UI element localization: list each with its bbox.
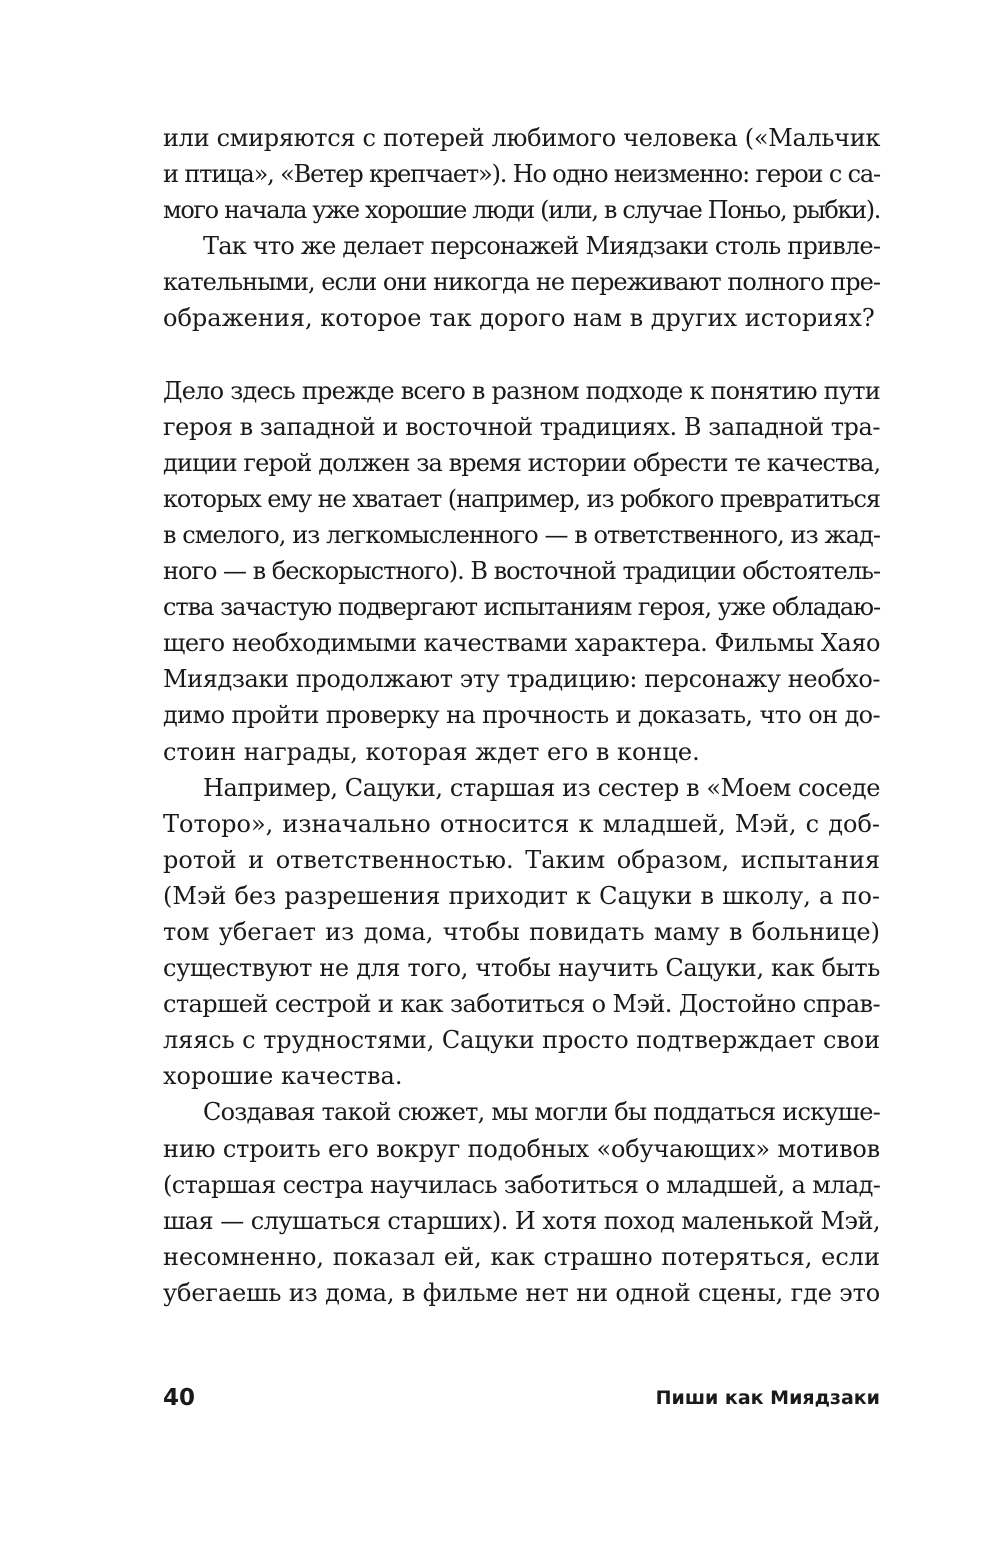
text-line: героя в западной и восточной традициях. В западной тра- <box>163 412 880 441</box>
text-line: ображения, которое так дорого нам в других историях? <box>163 304 875 333</box>
text-line: шая — слушаться старших). И хотя поход маленькой Мэй, <box>163 1206 880 1235</box>
page-footer <box>163 1385 880 1417</box>
text-line: ляясь с трудностями, Сацуки просто подтверждает свои <box>163 1026 881 1055</box>
section-break <box>163 337 880 373</box>
text-line: существуют не для того, чтобы научить Сацуки, как быть <box>163 954 880 983</box>
text-line: димо пройти проверку на прочность и доказать, что он до- <box>163 701 880 730</box>
body-text <box>163 120 880 1311</box>
paragraph-4 <box>163 770 880 1095</box>
text-line: кательными, если они никогда не переживают полного пре- <box>163 268 880 297</box>
page-number: 40 <box>163 1385 196 1411</box>
text-line: щего необходимыми качествами характера. Фильмы Хаяо <box>163 629 880 658</box>
text-line: Миядзаки продолжают эту традицию: персонажу необхо- <box>163 665 881 694</box>
text-line: мого начала уже хорошие люди (или, в случае Поньо, рыбки). <box>163 196 881 225</box>
text-line: диции герой должен за время истории обрести те качества, <box>163 448 881 477</box>
text-line: Дело здесь прежде всего в разном подходе к понятию пути <box>163 376 880 405</box>
text-line: стоин награды, которая ждет его в конце. <box>163 737 700 766</box>
text-line: убегаешь из дома, в фильме нет ни одной сцены, где это <box>163 1278 881 1307</box>
text-line: в смелого, из легкомысленного — в ответственного, из жад- <box>163 520 880 549</box>
text-line: нию строить его вокруг подобных «обучающих» мотивов <box>163 1134 881 1163</box>
paragraph-3 <box>163 373 880 770</box>
text-line: которых ему не хватает (например, из робкого превратиться <box>163 484 880 513</box>
text-line: старшей сестрой и как заботиться о Мэй. Достойно справ- <box>163 990 880 1019</box>
paragraph-5 <box>163 1094 880 1311</box>
text-line: том убегает из дома, чтобы повидать маму в больнице) <box>163 917 880 946</box>
text-line: (старшая сестра научилась заботиться о младшей, а млад- <box>163 1170 881 1199</box>
text-line: Тоторо», изначально относится к младшей, Мэй, с доб- <box>163 809 880 838</box>
text-line: ротой и ответственностью. Таким образом, испытания <box>163 845 880 874</box>
text-line: (Мэй без разрешения приходит к Сацуки в школу, а по- <box>163 881 880 910</box>
text-line: ства зачастую подвергают испытаниям героя, уже обладаю- <box>163 593 881 622</box>
text-line: Так что же делает персонажей Миядзаки столь привле- <box>203 232 881 261</box>
paragraph-2 <box>163 228 880 336</box>
text-line: Например, Сацуки, старшая из сестер в «Моем соседе <box>203 773 880 802</box>
running-title: Пиши как Миядзаки <box>655 1387 880 1409</box>
text-line: ного — в бескорыстного). В восточной традиции обстоятель- <box>163 557 880 586</box>
text-line: несомненно, показал ей, как страшно потеряться, если <box>163 1242 880 1271</box>
paragraph-1 <box>163 120 880 228</box>
text-line: и птица», «Ветер крепчает»). Но одно неизменно: герои с са- <box>163 160 881 189</box>
text-line: хорошие качества. <box>163 1062 403 1091</box>
text-line: или смиряются с потерей любимого человека («Мальчик <box>163 124 881 152</box>
text-line: Создавая такой сюжет, мы могли бы поддаться искуше- <box>203 1098 880 1127</box>
